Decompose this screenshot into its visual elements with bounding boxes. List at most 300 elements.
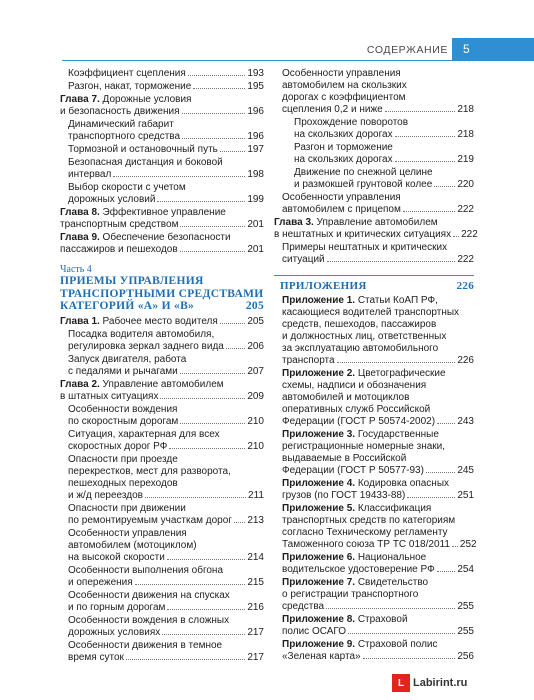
toc-section-entry [60,429,264,453]
entry-line: дорогах с коэффициентом [282,92,406,103]
entry-text [274,217,438,228]
toc-chapter-entry [60,379,264,403]
entry-line: Таможенного союза ТР ТС 018/2011 [282,539,450,550]
entry-line: схемы, надписи и обозначения [282,380,427,391]
toc-section-entry [60,354,264,378]
toc-section-entry [274,117,474,141]
entry-line: Примеры нештатных и критических [282,242,448,253]
entry-page-number: 218 [457,104,474,115]
dot-leader [348,633,455,634]
entry-line: Разгон и торможение [294,142,393,153]
entry-line: Глава 7. Дорожные условия [60,94,192,105]
entry-line: регистрационные номерные знаки, [282,441,446,452]
entry-page-number: 243 [457,416,474,427]
entry-line: дорожных условиях [68,626,161,638]
entry-text [60,219,178,231]
entry-text [60,232,231,243]
entry-text [68,602,165,614]
entry-text [282,552,426,563]
dot-leader [453,236,459,237]
entry-text [68,577,133,589]
entry-text [68,68,186,80]
entry-line: Особенности управления [282,192,401,203]
entry-text [60,316,218,328]
entry-text [282,355,335,367]
entry-text [282,92,406,103]
entry-text [68,454,178,465]
toc-left-column [60,68,264,665]
entry-text [68,429,220,440]
entry-line: Безопасная дистанция и боковой [68,157,223,168]
entry-line: Глава 1. Рабочее место водителя [60,315,218,327]
entry-text [282,331,446,342]
entry-text [60,244,178,256]
entry-text [282,404,430,415]
entry-line: транспортного средства [68,131,181,142]
entry-text [282,319,436,330]
dot-leader [426,472,455,473]
appendix-number: Приложение 8. [282,614,356,625]
dot-leader [326,608,455,609]
dot-leader [452,546,458,547]
toc-section-entry [60,528,264,564]
dot-leader [157,201,245,202]
entry-text [282,254,325,266]
entry-text [282,192,401,203]
entry-text [68,341,224,353]
entry-line: дорожных условий [68,194,156,205]
toc-chapter-entry [60,232,264,256]
toc-chapter-entry [274,217,478,241]
entry-page-number: 210 [247,415,264,427]
entry-line: по скоростным дорогам [68,415,179,427]
dot-leader [182,113,246,114]
entry-line: ситуаций [282,254,325,265]
entry-line: за эксплуатацию автомобильного [282,343,439,354]
entry-line: скоростных дорог РФ [68,440,168,452]
entry-text [60,379,224,390]
entry-text [282,295,438,306]
entry-page-number: 216 [247,601,264,613]
entry-page-number: 254 [457,564,474,575]
dot-leader [437,423,455,424]
entry-line: касающиеся водителей транспортных [282,307,460,318]
entry-text [282,429,439,440]
toc-right-column [274,68,478,664]
entry-text [68,552,165,564]
appendix-number: Приложение 3. [282,429,356,440]
entry-text [68,652,124,664]
entry-line: автомобилей и мотоциклов [282,392,410,403]
entry-page-number: 222 [457,254,474,265]
appendix-entry [274,368,474,428]
dot-leader [180,226,245,227]
appendix-entry [274,478,474,502]
entry-text [68,478,178,489]
entry-line: по ремонтируемым участкам дорог [68,514,232,526]
dot-leader [437,571,456,572]
entry-line: Разгон, накат, торможение [68,81,192,92]
entry-line: и размокшей грунтовой колее [294,179,433,190]
entry-text [68,490,143,502]
toc-section-entry [274,192,474,216]
entry-line: транспортных средств по категориям [282,515,456,526]
entry-line: регулировка зеркал заднего вида [68,340,224,352]
entry-text [60,391,158,403]
entry-text [282,490,405,502]
entry-text [68,466,231,477]
entry-line: Тормозной и остановочный путь [68,144,218,155]
dot-leader [188,75,246,76]
entry-line: Кодировка опасных [357,478,450,489]
entry-page-number: 193 [247,68,264,79]
entry-line: и ж/д переездов [68,489,143,501]
appendix-rule [274,275,474,276]
entry-line: полис ОСАГО [282,626,347,637]
entry-text [282,441,445,452]
dot-leader [395,161,456,162]
entry-text [294,117,408,128]
entry-page-number: 245 [457,465,474,476]
entry-page-number: 217 [247,626,264,638]
running-header-title: СОДЕРЖАНИЕ [366,44,448,56]
entry-line: оперативных служб Российской [282,404,431,415]
entry-text [68,329,214,340]
entry-line: и опережения [68,576,133,588]
appendix-number: Приложение 5. [282,503,356,514]
entry-text [282,307,459,318]
entry-page-number: 196 [247,131,264,142]
dot-leader [327,261,456,262]
toc-chapter-entry [60,207,264,231]
dot-leader [385,111,456,112]
entry-page-number: 215 [247,576,264,588]
entry-text [282,626,346,638]
dot-leader [135,584,246,585]
entry-line: Особенности управления [68,527,187,539]
entry-text [68,540,197,551]
dot-leader [363,658,456,659]
entry-line: Глава 8. Эффективное управление [60,207,226,218]
labirint-logo-icon: L [392,674,410,692]
dot-leader [234,522,245,523]
entry-page-number: 211 [248,489,264,501]
entry-text [282,453,406,464]
entry-text [282,80,407,91]
dot-leader [167,609,245,610]
entry-text [68,528,187,539]
entry-line: и безопасность движения [60,106,180,117]
entry-line: Особенности движения на спусках [68,589,230,601]
entry-text [282,564,435,576]
entry-text [282,392,409,403]
entry-line: «Зеленая карта» [282,651,361,662]
part-title-line: ТРАНСПОРТНЫМИ СРЕДСТВАМИ [60,287,264,300]
entry-text [282,368,446,379]
entry-text [60,207,226,218]
toc-section-entry [60,157,264,181]
entry-page-number: 210 [247,440,264,452]
entry-text [68,366,178,378]
dot-leader [403,211,455,212]
entry-line: Глава 3. Управление автомобилем [274,217,438,228]
appendix-number: Приложение 7. [282,577,356,588]
entry-line: интервал [68,169,112,180]
dot-leader [434,186,455,187]
dot-leader [182,138,245,139]
toc-section-entry [60,615,264,639]
entry-page-number: 214 [247,551,264,563]
toc-section-entry [60,404,264,428]
entry-text [282,503,431,514]
entry-page-number: 197 [247,144,264,155]
entry-text [282,651,361,663]
entry-line: на скользких дорогах [294,154,393,165]
entry-text [68,590,230,601]
entry-text [282,242,447,253]
appendix-entry [274,639,474,663]
entry-text [68,615,229,626]
entry-line: Федерации (ГОСТ Р 50577-93) [282,465,424,476]
entry-page-number: 255 [457,601,474,612]
entry-text [68,515,232,527]
entry-line: Опасности при движении [68,502,186,514]
dot-leader [180,251,246,252]
entry-page-number: 201 [247,244,264,255]
appendix-number: Приложение 6. [282,552,356,563]
appendix-entry [274,614,474,638]
entry-line: Запуск двигателя, работа [68,353,187,365]
entry-line: и по горным дорогам [68,601,166,613]
entry-line: Страховой [357,614,408,625]
entry-text [294,179,432,191]
entry-line: в штатных ситуациях [60,390,159,402]
entry-page-number: 222 [461,229,478,240]
toc-chapter-entry [60,94,264,118]
publisher-watermark [392,674,467,692]
entry-text [68,503,186,514]
chapter-label: Глава 9. [60,232,100,243]
entry-page-number: 213 [247,514,264,526]
appendix-list [274,295,477,663]
entry-line: Посадка водителя автомобиля, [68,328,215,340]
entry-page-number: 222 [457,204,474,215]
entry-line: Выбор скорости с учетом [68,182,186,193]
chapter-label: Глава 3. [274,217,314,228]
entry-text [294,154,393,166]
entry-line: Опасности при проезде [68,453,178,465]
entry-page-number: 218 [457,129,474,140]
toc-section-entry [274,68,474,116]
entry-line: Статьи КоАП РФ, [357,295,438,306]
entry-line: Динамический габарит [68,119,174,130]
appendix-number: Приложение 1. [282,295,356,306]
entry-text [68,565,223,576]
toc-section-entry [60,68,264,80]
entry-text [68,640,222,651]
dot-leader [193,88,245,89]
dot-leader [226,348,245,349]
entry-text [294,142,393,153]
dot-leader [113,176,245,177]
part-title-line: КАТЕГОРИЙ «А» И «В» [60,300,195,312]
appendix-entry [274,577,474,613]
entry-line: Особенности выполнения обгона [68,564,224,576]
toc-section-entry [60,182,264,206]
entry-line: Классификация [357,503,432,514]
entry-line: с педалями и рычагами [68,365,178,377]
toc-section-entry [60,503,264,527]
entry-line: Прохождение поворотов [294,117,409,128]
dot-leader [167,559,246,560]
entry-line: автомобилем с прицепом [282,204,401,215]
appendix-number: Приложение 2. [282,368,356,379]
entry-text [282,343,438,354]
dot-leader [220,151,245,152]
toc-list-part4 [60,316,264,664]
entry-text [68,182,186,193]
entry-line: Ситуация, характерная для всех [68,428,220,440]
dot-leader [126,659,245,660]
entry-line: пешеходных переходов [68,477,178,489]
entry-line: Глава 2. Управление автомобилем [60,378,224,390]
entry-text [68,441,167,453]
entry-line: Особенности движения в темное [68,639,223,651]
toc-section-entry [60,329,264,353]
toc-section-entry [60,144,264,156]
entry-page-number: 256 [457,651,474,662]
entry-text [282,416,435,428]
chapter-label: Глава 2. [60,378,100,390]
entry-line: Страховой полис [357,639,438,650]
entry-text [282,465,424,477]
entry-text [282,204,401,216]
part-title [60,275,264,313]
part-title-line: ПРИЕМЫ УПРАВЛЕНИЯ [60,275,204,287]
toc-section-entry [274,242,474,266]
appendix-entry [274,429,474,477]
entry-page-number: 251 [457,490,474,501]
entry-line: и должностных лиц, ответственных [282,331,447,342]
entry-text [282,614,408,625]
entry-text [294,167,433,178]
entry-line: Движение по снежной целине [294,167,433,178]
entry-page-number: 219 [457,154,474,165]
entry-line: водительское удостоверение РФ [282,564,435,575]
entry-line: Национальное [357,552,427,563]
entry-page-number: 252 [459,539,477,550]
chapter-label: Глава 8. [60,207,100,218]
entry-page-number: 217 [247,651,264,663]
toc-chapter-entry [60,316,264,328]
entry-line: выдаваемые в Российской [282,453,407,464]
part-page-number: 205 [245,300,264,312]
entry-line: на скользких дорогах [294,129,393,140]
entry-line: Глава 9. Обеспечение безопасности [60,232,231,243]
entry-line: Коэффициент сцепления [68,68,186,79]
toc-section-entry [274,167,474,191]
toc-list-part3-tail [60,68,264,256]
entry-line: Особенности управления [282,68,401,79]
appendix-entry [274,295,474,367]
entry-text [68,627,160,639]
entry-page-number: 205 [247,315,264,327]
entry-line: пассажиров и пешеходов [60,244,178,255]
entry-text [68,354,186,365]
appendix-heading [274,280,474,292]
watermark-text: Labirint.ru [413,677,468,689]
entry-line: Федерации (ГОСТ Р 50574-2002) [282,416,436,427]
entry-text [282,601,324,613]
entry-line: Свидетельство [357,577,429,588]
toc-section-entry [60,119,264,143]
entry-text [60,106,180,118]
entry-text [68,194,155,206]
entry-text [60,94,191,105]
entry-text [68,131,180,143]
dot-leader [395,136,456,137]
dot-leader [180,373,246,374]
appendix-number: Приложение 9. [282,639,356,650]
dot-leader [145,497,246,498]
entry-line: Особенности вождения в сложных [68,614,230,626]
part-4-heading [60,264,264,313]
toc-section-entry [60,454,264,502]
entry-text [68,81,191,93]
entry-line: средств, пешеходов, пассажиров [282,319,437,330]
entry-text [68,144,218,156]
entry-text [68,169,111,181]
dot-leader [180,423,245,424]
entry-text [282,577,428,588]
entry-text [282,527,448,538]
entry-text [294,129,393,141]
entry-text [68,157,223,168]
appendix-page: 226 [456,280,474,292]
toc-list-continued [274,68,478,266]
entry-text [282,589,418,600]
toc-section-entry [60,590,264,614]
chapter-label: Глава 7. [60,94,100,105]
entry-line: средства [282,601,325,612]
appendix-entry [274,503,477,551]
entry-page-number: 207 [247,365,264,377]
entry-text [282,639,438,650]
entry-line: согласно Техническому регламенту [282,527,448,538]
part-number: Часть 4 [60,264,92,275]
entry-line: о регистрации транспортного [282,589,419,600]
chapter-label: Глава 1. [60,315,100,327]
entry-page-number: 220 [457,179,474,190]
entry-line: транспортным средством [60,219,179,230]
entry-line: Государственные [357,429,439,440]
entry-text [68,404,177,415]
entry-page-number: 209 [247,390,264,402]
toc-section-entry [60,565,264,589]
entry-line: автомобилем (мотоциклом) [68,539,197,551]
toc-section-entry [274,142,474,166]
entry-line: сцепления 0,2 и ниже [282,104,383,115]
entry-text [282,68,401,79]
page-number: 5 [463,42,470,56]
entry-page-number: 206 [247,340,264,352]
entry-text [282,515,455,526]
entry-line: время суток [68,651,124,663]
entry-text [274,229,451,241]
entry-text [282,539,450,551]
toc-section-entry [60,81,264,93]
entry-text [68,416,178,428]
